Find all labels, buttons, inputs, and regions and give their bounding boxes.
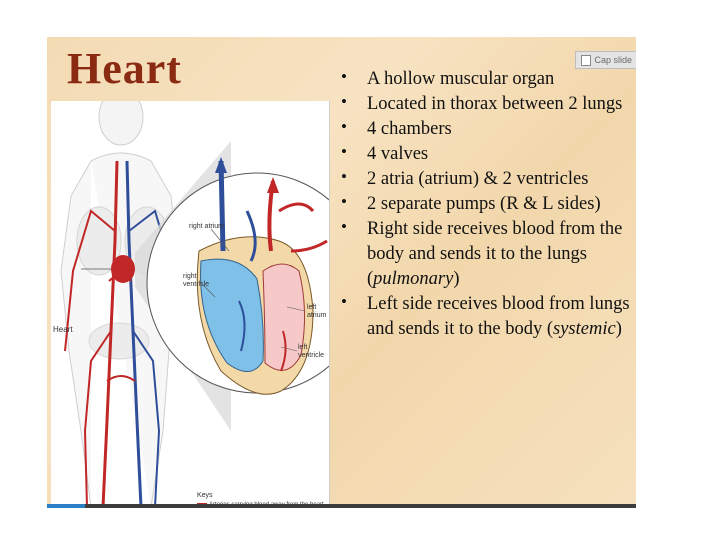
- slide-title: Heart: [67, 44, 182, 93]
- crop-slide-label: Cap slide: [594, 55, 632, 65]
- bullet-text: A hollow muscular organ: [367, 69, 555, 89]
- body-heart: [111, 255, 135, 283]
- bullet-text: 4 chambers: [367, 119, 452, 139]
- bullet-item: [336, 142, 636, 167]
- bullet-text-end: ): [453, 269, 460, 289]
- bullet-item: [336, 292, 636, 342]
- heart-diagram-graphic: [51, 101, 329, 507]
- bullet-emphasis: pulmonary: [373, 269, 454, 289]
- bullet-text: Right side receives blood from the body and sends it to the lungs (: [367, 219, 623, 289]
- slide: [47, 37, 636, 507]
- bullet-list: [336, 67, 636, 342]
- heart-body-label: Heart: [53, 325, 73, 334]
- left-ventricle-label-line1: left: [298, 344, 308, 351]
- left-atrium-label-line1: left: [307, 304, 317, 311]
- bullet-item: [336, 192, 636, 217]
- bullet-text-end: ): [615, 319, 622, 339]
- clipboard-icon: [581, 55, 591, 66]
- left-atrium-label: [307, 304, 326, 320]
- bullet-item: [336, 67, 636, 92]
- bullet-text: Left side receives blood from lungs and sends it to the body (: [367, 294, 630, 339]
- slide-bottom-accent: [47, 504, 85, 508]
- bullet-text: 4 valves: [367, 144, 429, 164]
- bullet-item: [336, 117, 636, 142]
- right-atrium-label: right atrium: [189, 223, 225, 230]
- left-ventricle-label: [298, 344, 324, 360]
- bullet-item: [336, 217, 636, 292]
- left-atrium-label-line2: atrium: [307, 312, 327, 320]
- right-ventricle-label-line1: right: [183, 273, 197, 280]
- bullet-text: 2 separate pumps (R & L sides): [367, 194, 601, 214]
- left-ventricle-label-line2: ventricle: [298, 352, 325, 360]
- right-ventricle-label: [183, 273, 209, 289]
- bullet-text: 2 atria (atrium) & 2 ventricles: [367, 169, 589, 189]
- bullet-emphasis: systemic: [553, 319, 616, 339]
- bullet-item: [336, 167, 636, 192]
- heart-diagram: [51, 101, 330, 507]
- bullet-text: Located in thorax between 2 lungs: [367, 94, 623, 114]
- bullet-item: [336, 92, 636, 117]
- right-ventricle-label-line2: ventricle: [183, 281, 210, 289]
- keys-title: Keys: [197, 492, 213, 499]
- slide-bottom-bar: [47, 504, 636, 508]
